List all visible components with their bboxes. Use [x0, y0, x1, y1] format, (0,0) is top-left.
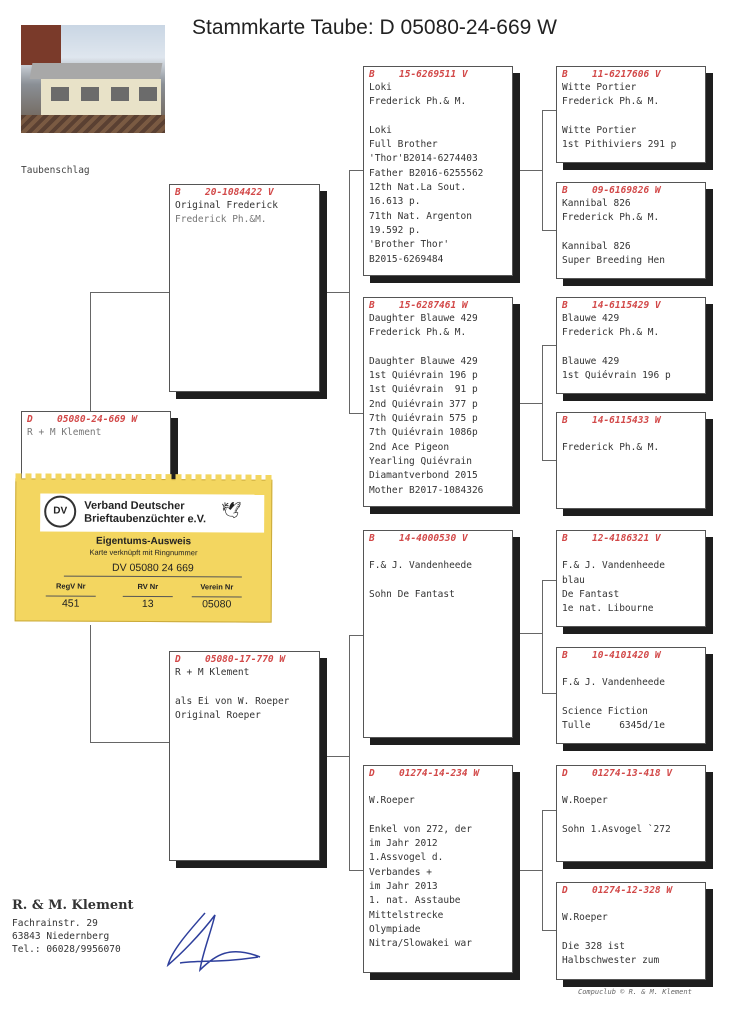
card-text-line: im Jahr 2012: [369, 838, 438, 850]
card-text-line: Father B2016-6255562: [369, 167, 484, 179]
card-text-line: 1st Quiévrain 196 p: [562, 370, 671, 382]
connector: [542, 580, 543, 693]
card-text-line: 1e nat. Libourne: [562, 603, 654, 615]
owner-name: R. & M. Klement: [12, 898, 134, 913]
ring-number: 01274-12-328 W: [592, 885, 673, 896]
card-text-line: 1st Pithiviers 291 p: [562, 139, 677, 151]
rv-value: 13: [123, 596, 173, 610]
connector: [542, 345, 556, 346]
card-header: [369, 767, 507, 780]
card-header: [562, 68, 700, 81]
pigeon-card-dam: [169, 651, 320, 861]
card-text-line: Yearling Quiévrain: [369, 455, 472, 467]
connector: [513, 870, 542, 871]
country-code: B: [562, 415, 568, 426]
card-text-line: [562, 691, 700, 705]
card-header: [562, 299, 700, 312]
card-text-line: Blauwe 429: [562, 355, 620, 367]
card-text-line: 1.Assvogel d.: [369, 852, 444, 864]
ring-number: 10-4101420 W: [592, 650, 661, 661]
card-text-line: F.& J. Vandenheede: [369, 560, 472, 572]
connector: [349, 170, 363, 171]
ring-number: 14-4000530 V: [399, 533, 468, 544]
card-text-line: Original Frederick: [175, 200, 278, 211]
card-text-line: R + M Klement: [27, 427, 102, 438]
card-text-line: [562, 780, 700, 794]
card-header: [562, 649, 700, 662]
card-text-line: 1. nat. Asstaube: [369, 895, 461, 907]
connector: [542, 460, 556, 461]
card-text-line: Frederick Ph.& M.: [562, 212, 660, 224]
owner-street: Fachrainstr. 29: [12, 918, 98, 929]
id-card-subtitle: Karte verknüpft mit Ringnummer: [89, 547, 198, 558]
card-text-line: blau: [562, 574, 585, 586]
footer-copyright: Compuclub © R. & M. Klement: [578, 988, 692, 996]
country-code: B: [562, 185, 568, 196]
country-code: D: [562, 885, 568, 896]
card-text-line: Diamantverbond 2015: [369, 470, 478, 482]
pigeon-card-grandparent: [363, 530, 513, 738]
card-text-line: 12th Nat.La Sout.: [369, 182, 467, 194]
card-text-line: Nitra/Slowakei war: [369, 938, 472, 950]
card-text-line: Mittelstrecke: [369, 909, 444, 921]
page-title: Stammkarte Taube: D 05080-24-669 W: [192, 16, 557, 39]
connector: [513, 403, 542, 404]
card-text-line: Frederick Ph.& M.: [369, 327, 467, 339]
pigeon-card-grandparent: [363, 66, 513, 276]
pigeon-icon: 🕊: [221, 502, 242, 520]
card-text-line: [562, 341, 700, 355]
card-text-line: 2nd Quiévrain 377 p: [369, 398, 478, 410]
connector: [542, 930, 556, 931]
ring-number: 05080-24-669 W: [57, 414, 138, 425]
pigeon-card-great-grandparent: [556, 647, 706, 744]
ring-number: 14-6115429 V: [592, 300, 661, 311]
card-text-line: Daughter Blauwe 429: [369, 355, 478, 367]
connector: [542, 810, 556, 811]
ring-number: 12-4186321 V: [592, 533, 661, 544]
card-text-line: Loki: [369, 124, 392, 136]
card-text-line: Enkel von 272, der: [369, 823, 472, 835]
card-text-line: [175, 680, 314, 694]
connector: [90, 742, 170, 743]
card-header: [369, 299, 507, 312]
connector: [349, 413, 363, 414]
card-text-line: 71th Nat. Argenton: [369, 210, 472, 222]
card-text-line: F.& J. Vandenheede: [562, 677, 665, 689]
connector: [542, 230, 556, 231]
connector: [90, 292, 170, 293]
card-header: [175, 653, 314, 666]
card-text-line: F.& J. Vandenheede: [562, 560, 665, 572]
card-text-line: [562, 545, 700, 559]
ownership-id-card: [15, 478, 273, 622]
card-text-line: [369, 110, 507, 124]
pigeon-card-grandparent: [363, 765, 513, 973]
card-header: [562, 414, 700, 427]
ring-number: 09-6169826 W: [592, 185, 661, 196]
card-text-line: [562, 662, 700, 676]
card-text-line: 16.613 p.: [369, 196, 421, 208]
connector: [90, 292, 91, 412]
card-header: [369, 532, 507, 545]
country-code: D: [369, 768, 375, 779]
card-text-line: Blauwe 429: [562, 313, 620, 324]
card-text-line: Witte Portier: [562, 82, 637, 93]
connector: [349, 635, 363, 636]
card-text-line: Tulle 6345d/1e: [562, 720, 665, 732]
card-text-line: [369, 341, 507, 355]
ring-number: 15-6269511 V: [399, 69, 468, 80]
association-logo: DV: [44, 495, 76, 527]
pigeon-card-great-grandparent: [556, 297, 706, 394]
card-text-line: im Jahr 2013: [369, 881, 438, 893]
country-code: B: [562, 533, 568, 544]
card-text-line: Olympiade: [369, 923, 421, 935]
loft-label: Taubenschlag: [21, 165, 90, 176]
card-text-line: 'Brother Thor': [369, 239, 450, 251]
card-text-line: Frederick Ph.& M.: [562, 96, 660, 108]
card-text-line: Frederick Ph.& M.: [562, 327, 660, 339]
country-code: B: [562, 69, 568, 80]
card-header: [369, 68, 507, 81]
card-text-line: [562, 427, 700, 441]
connector: [542, 345, 543, 460]
card-header: [27, 413, 165, 426]
card-text-line: Full Brother: [369, 139, 438, 151]
country-code: D: [562, 768, 568, 779]
card-text-line: Sohn De Fantast: [369, 588, 455, 600]
connector: [542, 110, 543, 230]
pigeon-card-great-grandparent: [556, 182, 706, 279]
card-text-line: Frederick Ph.& M.: [562, 442, 660, 454]
owner-address: [12, 899, 134, 956]
card-text-line: Verbandes +: [369, 866, 432, 878]
connector: [542, 693, 556, 694]
card-text-line: W.Roeper: [562, 912, 608, 924]
id-card-ring-number: DV 05080 24 669: [64, 562, 242, 578]
connector: [320, 292, 350, 293]
connector: [320, 756, 350, 757]
country-code: B: [562, 300, 568, 311]
pigeon-card-grandparent: [363, 297, 513, 507]
card-text-line: 2nd Ace Pigeon: [369, 441, 450, 453]
org-name-line1: Verband Deutscher: [84, 499, 185, 513]
card-text-line: [562, 110, 700, 124]
card-text-line: R + M Klement: [175, 667, 250, 678]
country-code: D: [175, 654, 181, 665]
country-code: B: [369, 300, 375, 311]
regv-value: 451: [46, 595, 96, 609]
card-text-line: [369, 545, 507, 559]
ring-number: 01274-13-418 V: [592, 768, 673, 779]
card-text-line: Daughter Blauwe 429: [369, 313, 478, 324]
card-text-line: W.Roeper: [562, 795, 608, 807]
card-text-line: Super Breeding Hen: [562, 255, 665, 267]
card-text-line: [369, 780, 507, 794]
org-name-line2: Brieftaubenzüchter e.V.: [84, 512, 207, 526]
ring-number: 11-6217606 V: [592, 69, 661, 80]
ring-number: 05080-17-770 W: [205, 654, 286, 665]
card-text-line: W.Roeper: [369, 795, 415, 807]
card-text-line: Witte Portier: [562, 124, 637, 136]
pigeon-card-sire: [169, 184, 320, 392]
ring-number: 14-6115433 W: [592, 415, 661, 426]
card-header: [562, 767, 700, 780]
card-text-line: B2015-6269484: [369, 253, 444, 265]
pigeon-card-great-grandparent: [556, 882, 706, 980]
card-text-line: Frederick Ph.& M.: [369, 96, 467, 108]
card-text-line: [562, 809, 700, 823]
card-text-line: [369, 574, 507, 588]
card-header: [562, 884, 700, 897]
card-text-line: Halbschwester zum: [562, 955, 660, 967]
card-text-line: Kannibal 826: [562, 198, 631, 209]
card-text-line: Kannibal 826: [562, 240, 631, 252]
card-text-line: Sohn 1.Asvogel `272: [562, 823, 671, 835]
country-code: B: [175, 187, 181, 198]
signature: [160, 905, 270, 975]
regv-label: RegV Nr: [55, 581, 86, 591]
connector: [349, 870, 363, 871]
country-code: B: [562, 650, 568, 661]
card-text-line: als Ei von W. Roeper: [175, 695, 290, 707]
connector: [513, 170, 542, 171]
ring-number: 01274-14-234 W: [399, 768, 480, 779]
card-text-line: Science Fiction: [562, 705, 648, 717]
card-text-line: 19.592 p.: [369, 224, 421, 236]
card-text-line: 1st Quiévrain 91 p: [369, 384, 478, 396]
country-code: B: [369, 533, 375, 544]
pigeon-card-great-grandparent: [556, 530, 706, 627]
card-text-line: [562, 897, 700, 911]
owner-phone: Tel.: 06028/9956070: [12, 944, 121, 955]
connector: [349, 635, 350, 870]
card-text-line: Mother B2017-1084326: [369, 484, 484, 496]
loft-photo: [21, 25, 165, 133]
connector: [90, 625, 91, 742]
ring-number: 20-1084422 V: [205, 187, 274, 198]
card-text-line: [369, 809, 507, 823]
card-text-line: Die 328 ist: [562, 940, 625, 952]
country-code: D: [27, 414, 33, 425]
card-text-line: Frederick Ph.&M.: [175, 214, 267, 226]
card-text-line: [562, 226, 700, 240]
card-text-line: De Fantast: [562, 588, 620, 600]
card-header: [175, 186, 314, 199]
connector: [349, 170, 350, 413]
pigeon-card-great-grandparent: [556, 66, 706, 163]
card-header: [562, 532, 700, 545]
card-text-line: 1st Quiévrain 196 p: [369, 370, 478, 382]
country-code: B: [369, 69, 375, 80]
pigeon-card-great-grandparent: [556, 412, 706, 509]
connector: [513, 633, 542, 634]
connector: [542, 580, 556, 581]
id-card-title: Eigentums-Ausweis: [96, 535, 192, 548]
owner-city: 63843 Niedernberg: [12, 931, 110, 942]
card-text-line: 7th Quiévrain 575 p: [369, 413, 478, 425]
verein-value: 05080: [192, 596, 242, 610]
card-text-line: 'Thor'B2014-6274403: [369, 153, 478, 165]
pigeon-card-great-grandparent: [556, 765, 706, 862]
card-text-line: 7th Quiévrain 1086p: [369, 427, 478, 439]
pigeon-card-subject: [21, 411, 171, 481]
rv-label: RV Nr: [137, 581, 159, 592]
ring-number: 15-6287461 W: [399, 300, 468, 311]
verein-label: Verein Nr: [200, 582, 234, 592]
card-header: [562, 184, 700, 197]
card-text-line: Original Roeper: [175, 709, 261, 721]
card-text-line: Loki: [369, 82, 392, 93]
connector: [542, 810, 543, 930]
connector: [542, 110, 556, 111]
card-text-line: [562, 926, 700, 940]
